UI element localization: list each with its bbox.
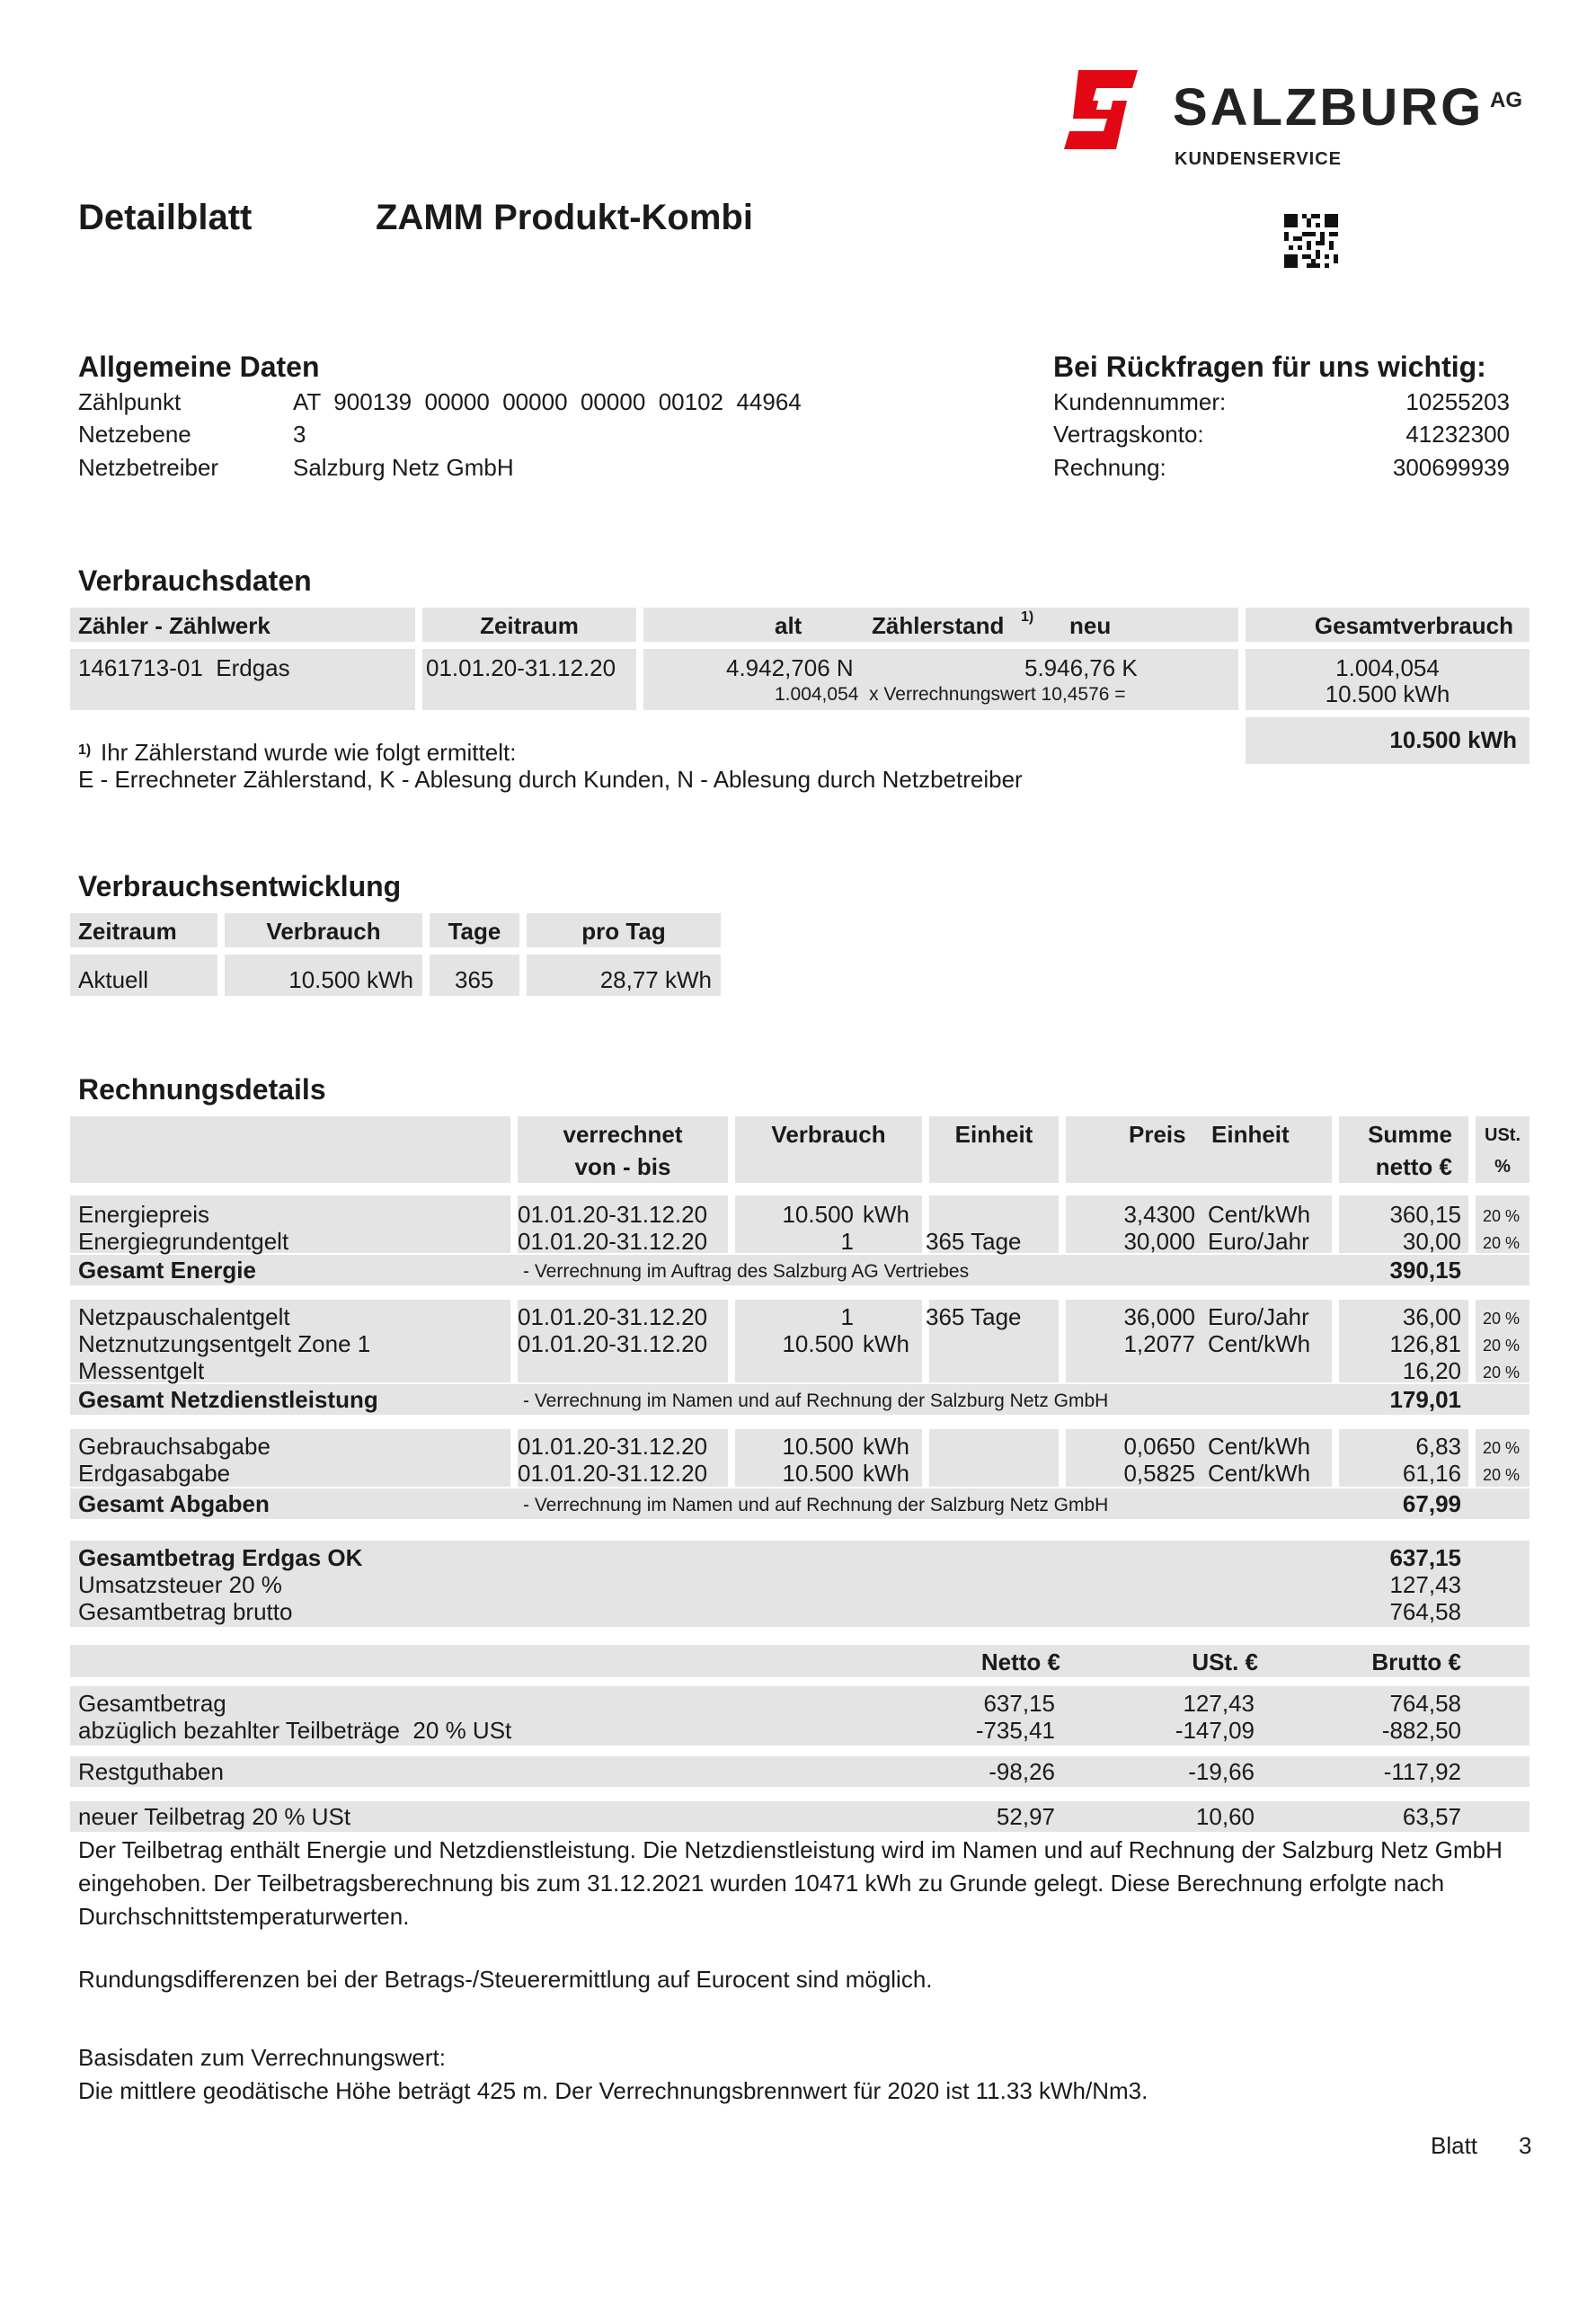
note-basis-text: Die mittlere geodätische Höhe beträgt 425 m. Der Verrechnungsbrennwert für 2020 ist 11.33 kWh/Nm3. — [78, 2077, 1148, 2104]
consumption-h-alt: alt — [775, 612, 802, 639]
line-item-pct: 20 % — [1483, 1207, 1521, 1225]
consumption-total2: 10.500 kWh — [1325, 680, 1450, 707]
billing-h-ust1: USt. — [1485, 1125, 1521, 1145]
consumption-h-sup: 1) — [1021, 609, 1034, 625]
summary-row-netto: 52,97 — [996, 1803, 1055, 1830]
line-item-qunit: kWh — [863, 1330, 909, 1357]
note-basis-title: Basisdaten zum Verrechnungswert: — [78, 2044, 446, 2071]
line-item-punit: Cent/kWh — [1208, 1330, 1311, 1357]
netz-total-sum: 179,01 — [1389, 1386, 1461, 1413]
line-item-extra: 365 Tage — [926, 1228, 1022, 1255]
line-item-qty: 10.500 — [782, 1330, 854, 1357]
summary-h-ust: USt. € — [1192, 1648, 1258, 1675]
abgaben-total-label: Gesamt Abgaben — [78, 1490, 270, 1517]
consumption-calc: 1.004,054 x Verrechnungswert 10,4576 = — [775, 684, 1126, 705]
energie-total-label: Gesamt Energie — [78, 1257, 256, 1284]
summary-h-brutto: Brutto € — [1371, 1648, 1461, 1675]
summary-row-ust: -147,09 — [1175, 1717, 1255, 1744]
summary-row-netto: -98,26 — [989, 1758, 1055, 1785]
footnote-line2: E - Errechneter Zählerstand, K - Ablesung durch Kunden, N - Ablesung durch Netzbetreiber — [78, 766, 1023, 793]
line-item-name: Erdgasabgabe — [78, 1460, 231, 1487]
line-item-qty: 1 — [840, 1303, 854, 1330]
dev-h-zeitraum: Zeitraum — [78, 918, 177, 945]
general-label-netzbetreiber: Netzbetreiber — [78, 454, 219, 481]
line-item-pct: 20 % — [1483, 1439, 1521, 1457]
qr-code-icon — [1284, 214, 1338, 268]
dev-h-verbrauch: Verbrauch — [266, 918, 381, 945]
line-item-punit: Euro/Jahr — [1208, 1303, 1309, 1330]
summary-row-label: neuer Teilbetrag 20 % USt — [78, 1803, 351, 1830]
general-label-netzebene: Netzebene — [78, 421, 191, 448]
summary-row-netto: 637,15 — [983, 1690, 1055, 1717]
line-item-pct: 20 % — [1483, 1466, 1521, 1484]
consumption-h-period: Zeitraum — [480, 612, 579, 639]
line-item-pct: 20 % — [1483, 1310, 1521, 1328]
line-item-qty: 1 — [840, 1228, 854, 1255]
energie-total-sum: 390,15 — [1389, 1257, 1461, 1284]
consumption-period: 01.01.20-31.12.20 — [426, 654, 616, 681]
billing-h-preis-cell — [1066, 1116, 1332, 1183]
billing-h-preis: Preis — [1129, 1121, 1186, 1148]
product-title: ZAMM Produkt-Kombi — [376, 198, 753, 237]
line-item-period: 01.01.20-31.12.20 — [518, 1303, 708, 1330]
line-item-price: 3,4300 — [1123, 1201, 1195, 1228]
summary-row-label: abzüglich bezahlter Teilbeträge 20 % USt — [78, 1717, 512, 1744]
summary-row-brutto: -882,50 — [1381, 1717, 1461, 1744]
contact-value-vertragskonto: 41232300 — [1405, 421, 1510, 448]
general-heading: Allgemeine Daten — [78, 351, 320, 383]
contact-value-rechnung: 300699939 — [1392, 454, 1510, 481]
grand-total-value: 637,15 — [1389, 1544, 1461, 1571]
contact-label-kundennummer: Kundennummer: — [1053, 388, 1227, 415]
consumption-h-total: Gesamtverbrauch — [1314, 612, 1513, 639]
line-item-qunit: kWh — [863, 1433, 909, 1460]
vat-value: 127,43 — [1389, 1571, 1461, 1598]
abgaben-total-note: - Verrechnung im Namen und auf Rechnung der Salzburg Netz GmbH — [523, 1495, 1109, 1515]
contact-label-rechnung: Rechnung: — [1053, 454, 1166, 481]
contact-label-vertragskonto: Vertragskonto: — [1053, 421, 1204, 448]
footnote-mark: 1) — [78, 742, 92, 758]
netz-total-note: - Verrechnung im Namen und auf Rechnung der Salzburg Netz GmbH — [523, 1391, 1109, 1411]
line-item-extra: 365 Tage — [926, 1303, 1022, 1330]
summary-row-brutto: -117,92 — [1383, 1758, 1461, 1785]
billing-h-blank — [70, 1116, 510, 1183]
development-heading: Verbrauchsentwicklung — [78, 870, 402, 902]
line-item-qty: 10.500 — [782, 1460, 854, 1487]
dev-h-protag: pro Tag — [581, 918, 666, 945]
billing-h-ust2: % — [1494, 1157, 1511, 1177]
dev-h-tage: Tage — [448, 918, 501, 945]
line-item-pct: 20 % — [1483, 1337, 1521, 1355]
contact-value-kundennummer: 10255203 — [1405, 388, 1510, 415]
line-item-price: 30,000 — [1123, 1228, 1195, 1255]
logo-subtitle: KUNDENSERVICE — [1175, 149, 1342, 169]
line-item-period: 01.01.20-31.12.20 — [518, 1228, 708, 1255]
line-item-qty: 10.500 — [782, 1201, 854, 1228]
consumption-meter: 1461713-01 Erdgas — [78, 654, 290, 681]
line-item-name: Energiepreis — [78, 1201, 209, 1228]
line-item-price: 0,5825 — [1123, 1460, 1195, 1487]
line-item-price: 1,2077 — [1123, 1330, 1195, 1357]
netz-total-label: Gesamt Netzdienstleistung — [78, 1386, 378, 1413]
line-item-name: Netzpauschalentgelt — [78, 1303, 290, 1330]
logo — [1060, 65, 1546, 173]
line-item-sum: 6,83 — [1415, 1433, 1461, 1460]
consumption-alt: 4.942,706 N — [726, 654, 854, 681]
dev-row-protag: 28,77 kWh — [599, 966, 712, 993]
billing-heading: Rechnungsdetails — [78, 1073, 326, 1106]
billing-h-einheit: Einheit — [954, 1121, 1033, 1148]
consumption-total1: 1.004,054 — [1335, 654, 1440, 681]
dev-row-verbrauch: 10.500 kWh — [288, 966, 413, 993]
salzburg-logo-icon — [1060, 65, 1150, 155]
consumption-neu: 5.946,76 K — [1024, 654, 1138, 681]
line-item-sum: 360,15 — [1389, 1201, 1461, 1228]
summary-row-ust: 127,43 — [1183, 1690, 1255, 1717]
line-item-name: Gebrauchsabgabe — [78, 1433, 270, 1460]
line-item-sum: 61,16 — [1402, 1460, 1461, 1487]
summary-row-netto: -735,41 — [975, 1717, 1055, 1744]
grand-total-label: Gesamtbetrag Erdgas OK — [78, 1544, 363, 1571]
billing-h-summe2: netto € — [1375, 1153, 1452, 1180]
contact-heading: Bei Rückfragen für uns wichtig: — [1053, 351, 1486, 383]
general-label-zaehlpunkt: Zählpunkt — [78, 388, 182, 415]
line-item-punit: Cent/kWh — [1208, 1433, 1311, 1460]
line-item-sum: 126,81 — [1389, 1330, 1461, 1357]
page-label: Blatt — [1431, 2132, 1478, 2159]
line-item-punit: Cent/kWh — [1208, 1201, 1311, 1228]
line-item-period: 01.01.20-31.12.20 — [518, 1330, 708, 1357]
logo-suffix: AG — [1490, 88, 1522, 112]
billing-h-summe1: Summe — [1368, 1121, 1452, 1148]
line-item-price: 36,000 — [1123, 1303, 1195, 1330]
line-item-name: Netznutzungsentgelt Zone 1 — [78, 1330, 371, 1357]
doc-title: Detailblatt — [78, 198, 253, 237]
line-item-punit: Cent/kWh — [1208, 1460, 1311, 1487]
line-item-sum: 36,00 — [1402, 1303, 1461, 1330]
general-value-netzbetreiber: Salzburg Netz GmbH — [293, 454, 514, 481]
note-teilbetrag: Der Teilbetrag enthält Energie und Netzdienstleistung. Die Netzdienstleistung wird im Namen und auf Rechnung der Salzburg Netz GmbH eingehoben. Der Teilbetragsberechnung bis zum 31.12.2021 wurden 10471 kWh zu Grunde gelegt. Diese Berechnung erfolgte nach Durchschnittstemperaturwerten. — [78, 1836, 1503, 1930]
billing-h-verr2: von - bis — [574, 1153, 671, 1180]
line-item-period: 01.01.20-31.12.20 — [518, 1201, 708, 1228]
dev-row-tage: 365 — [455, 966, 494, 993]
billing-h-verr1: verrechnet — [563, 1121, 683, 1148]
abgaben-bg-extra — [929, 1429, 1059, 1487]
consumption-heading: Verbrauchsdaten — [78, 564, 312, 597]
general-value-netzebene: 3 — [293, 421, 306, 448]
energie-total-note: - Verrechnung im Auftrag des Salzburg AG Vertriebes — [523, 1261, 970, 1282]
dev-row-zeitraum: Aktuell — [78, 966, 149, 993]
summary-row-brutto: 63,57 — [1402, 1803, 1461, 1830]
line-item-name: Messentgelt — [78, 1357, 205, 1384]
line-item-sum: 30,00 — [1402, 1228, 1461, 1255]
summary-row-ust: 10,60 — [1195, 1803, 1255, 1830]
line-item-price: 0,0650 — [1123, 1433, 1195, 1460]
line-item-punit: Euro/Jahr — [1208, 1228, 1309, 1255]
billing-h-verbrauch: Verbrauch — [771, 1121, 886, 1148]
consumption-h-reading: Zählerstand — [872, 612, 1005, 639]
summary-h-netto: Netto € — [980, 1648, 1060, 1675]
gross-label: Gesamtbetrag brutto — [78, 1598, 293, 1625]
logo-brand: SALZBURG — [1173, 78, 1485, 137]
gross-value: 764,58 — [1389, 1598, 1461, 1625]
billing-h-einheit2: Einheit — [1211, 1121, 1290, 1148]
note-rounding: Rundungsdifferenzen bei der Betrags-/Steuerermittlung auf Eurocent sind möglich. — [78, 1966, 933, 1993]
line-item-pct: 20 % — [1483, 1234, 1521, 1252]
page-number: 3 — [1519, 2132, 1532, 2159]
consumption-h-meter: Zähler - Zählwerk — [78, 612, 270, 639]
summary-row-label: Gesamtbetrag — [78, 1690, 226, 1717]
line-item-pct: 20 % — [1483, 1364, 1521, 1382]
line-item-qunit: kWh — [863, 1201, 909, 1228]
summary-row-ust: -19,66 — [1188, 1758, 1255, 1785]
consumption-total-sum: 10.500 kWh — [1389, 726, 1517, 753]
line-item-qty: 10.500 — [782, 1433, 854, 1460]
line-item-period: 01.01.20-31.12.20 — [518, 1460, 708, 1487]
abgaben-total-sum: 67,99 — [1402, 1490, 1461, 1517]
line-item-qunit: kWh — [863, 1460, 909, 1487]
line-item-period: 01.01.20-31.12.20 — [518, 1433, 708, 1460]
general-value-zaehlpunkt: AT 900139 00000 00000 00000 00102 44964 — [293, 388, 802, 415]
consumption-h-neu: neu — [1069, 612, 1112, 639]
line-item-sum: 16,20 — [1402, 1357, 1461, 1384]
vat-label: Umsatzsteuer 20 % — [78, 1571, 282, 1598]
line-item-name: Energiegrundentgelt — [78, 1228, 289, 1255]
summary-row-label: Restguthaben — [78, 1758, 224, 1785]
summary-row-brutto: 764,58 — [1389, 1690, 1461, 1717]
footnote-line1: Ihr Zählerstand wurde wie folgt ermittelt: — [101, 739, 517, 766]
